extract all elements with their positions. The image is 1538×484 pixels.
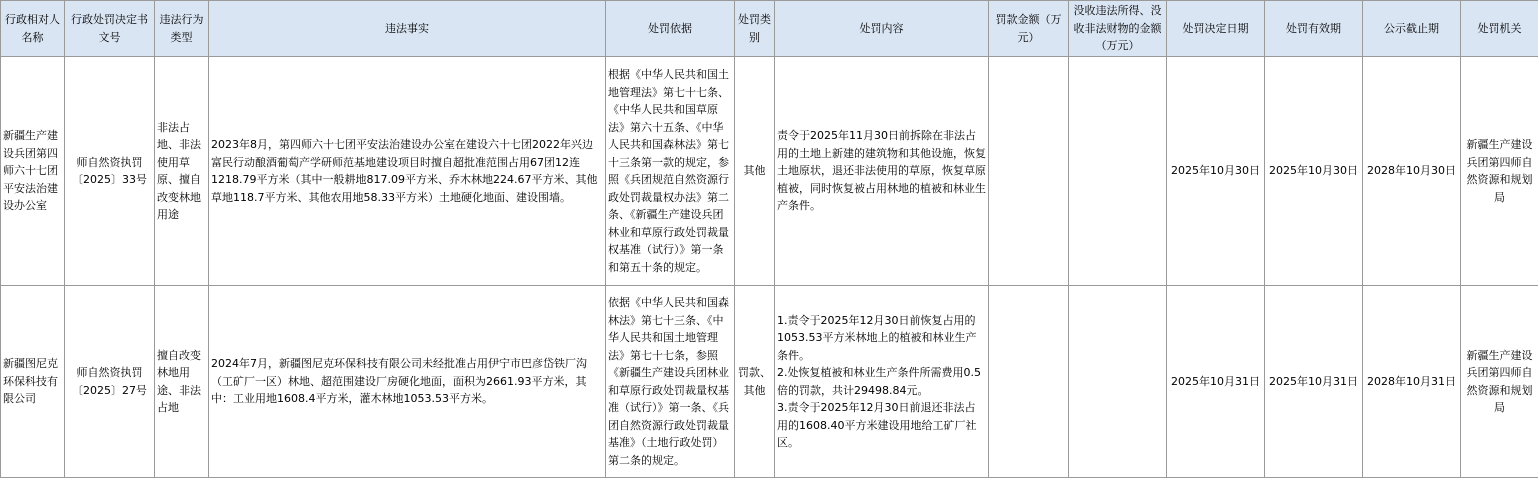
facts-cell: 2023年8月，第四师六十七团平安法治建设办公室在建设六十七团2022年兴边富民行动酿酒葡萄产学研师范基地建设项目时擅自超批准范围占用67团12连1218.79平方米（其中一般耕地817.09平方米、乔木林地224.67平方米、其他草地118.7平方米、其他农用地58.33平方米）土地硬化地面、建设围墙。 <box>209 57 606 286</box>
decision-date-cell: 2025年10月30日 <box>1167 57 1265 286</box>
col-header-category: 处罚类别 <box>735 1 775 57</box>
content-cell: 责令于2025年11月30日前拆除在非法占用的土地上新建的建筑物和其他设施，恢复土地原状，退还非法使用的草原，恢复草原植被，同时恢复被占用林地的植被和林业生产条件。 <box>775 57 989 286</box>
fine-cell <box>989 286 1069 478</box>
authority-cell: 新疆生产建设兵团第四师自然资源和规划局 <box>1461 286 1538 478</box>
confiscation-cell <box>1069 286 1167 478</box>
category-cell: 罚款、其他 <box>735 286 775 478</box>
col-header-doc-no: 行政处罚决定书文号 <box>65 1 155 57</box>
col-header-facts: 违法事实 <box>209 1 606 57</box>
doc-no-cell: 师自然资执罚〔2025〕27号 <box>65 286 155 478</box>
header-row <box>1 1 1538 57</box>
col-header-party: 行政相对人名称 <box>1 1 65 57</box>
col-header-violation-type: 违法行为类型 <box>155 1 209 57</box>
col-header-confiscation: 没收违法所得、没收非法财物的金额（万元） <box>1069 1 1167 57</box>
valid-until-cell: 2025年10月30日 <box>1265 57 1363 286</box>
table-row <box>1 286 1538 478</box>
col-header-content: 处罚内容 <box>775 1 989 57</box>
doc-no-cell: 师自然资执罚〔2025〕33号 <box>65 57 155 286</box>
category-cell: 其他 <box>735 57 775 286</box>
fine-cell <box>989 57 1069 286</box>
authority-cell: 新疆生产建设兵团第四师自然资源和规划局 <box>1461 57 1538 286</box>
publish-until-cell: 2028年10月30日 <box>1363 57 1461 286</box>
valid-until-cell: 2025年10月31日 <box>1265 286 1363 478</box>
basis-cell: 依据《中华人民共和国森林法》第七十三条、《中华人民共和国土地管理法》第七十七条，参照《新疆生产建设兵团林业和草原行政处罚裁量权基准（试行）》第一条、《兵团自然资源行政处罚裁量基准》（土地行政处罚）第二条的规定。 <box>606 286 735 478</box>
col-header-publish-until: 公示截止期 <box>1363 1 1461 57</box>
col-header-valid-until: 处罚有效期 <box>1265 1 1363 57</box>
decision-date-cell: 2025年10月31日 <box>1167 286 1265 478</box>
confiscation-cell <box>1069 57 1167 286</box>
party-cell: 新疆图尼克环保科技有限公司 <box>1 286 65 478</box>
violation-type-cell: 擅自改变林地用途、非法占地 <box>155 286 209 478</box>
basis-cell: 根据《中华人民共和国土地管理法》第七十七条、《中华人民共和国草原法》第六十五条、《中华人民共和国森林法》第七十三条第一款的规定，参照《兵团规范自然资源行政处罚裁量权办法》第二条、《新疆生产建设兵团林业和草原行政处罚裁量权基准（试行）》第一条和第五十条的规定。 <box>606 57 735 286</box>
publish-until-cell: 2028年10月31日 <box>1363 286 1461 478</box>
col-header-authority: 处罚机关 <box>1461 1 1538 57</box>
violation-type-cell: 非法占地、非法使用草原、擅自改变林地用途 <box>155 57 209 286</box>
col-header-decision-date: 处罚决定日期 <box>1167 1 1265 57</box>
col-header-basis: 处罚依据 <box>606 1 735 57</box>
party-cell: 新疆生产建设兵团第四师六十七团平安法治建设办公室 <box>1 57 65 286</box>
facts-cell: 2024年7月，新疆图尼克环保科技有限公司未经批准占用伊宁市巴彦岱铁厂沟（工矿厂一区）林地、超范围建设厂房硬化地面，面积为2661.93平方米，其中：工业用地1608.4平方米，灌木林地1053.53平方米。 <box>209 286 606 478</box>
table-row <box>1 57 1538 286</box>
content-cell: 1.责令于2025年12月30日前恢复占用的1053.53平方米林地上的植被和林业生产条件。 2.处恢复植被和林业生产条件所需费用0.5倍的罚款，共计29498.84元。 3.责令于2025年12月30日前退还非法占用的1608.40平方米建设用地给工矿厂社区。 <box>775 286 989 478</box>
col-header-fine: 罚款金额（万元） <box>989 1 1069 57</box>
